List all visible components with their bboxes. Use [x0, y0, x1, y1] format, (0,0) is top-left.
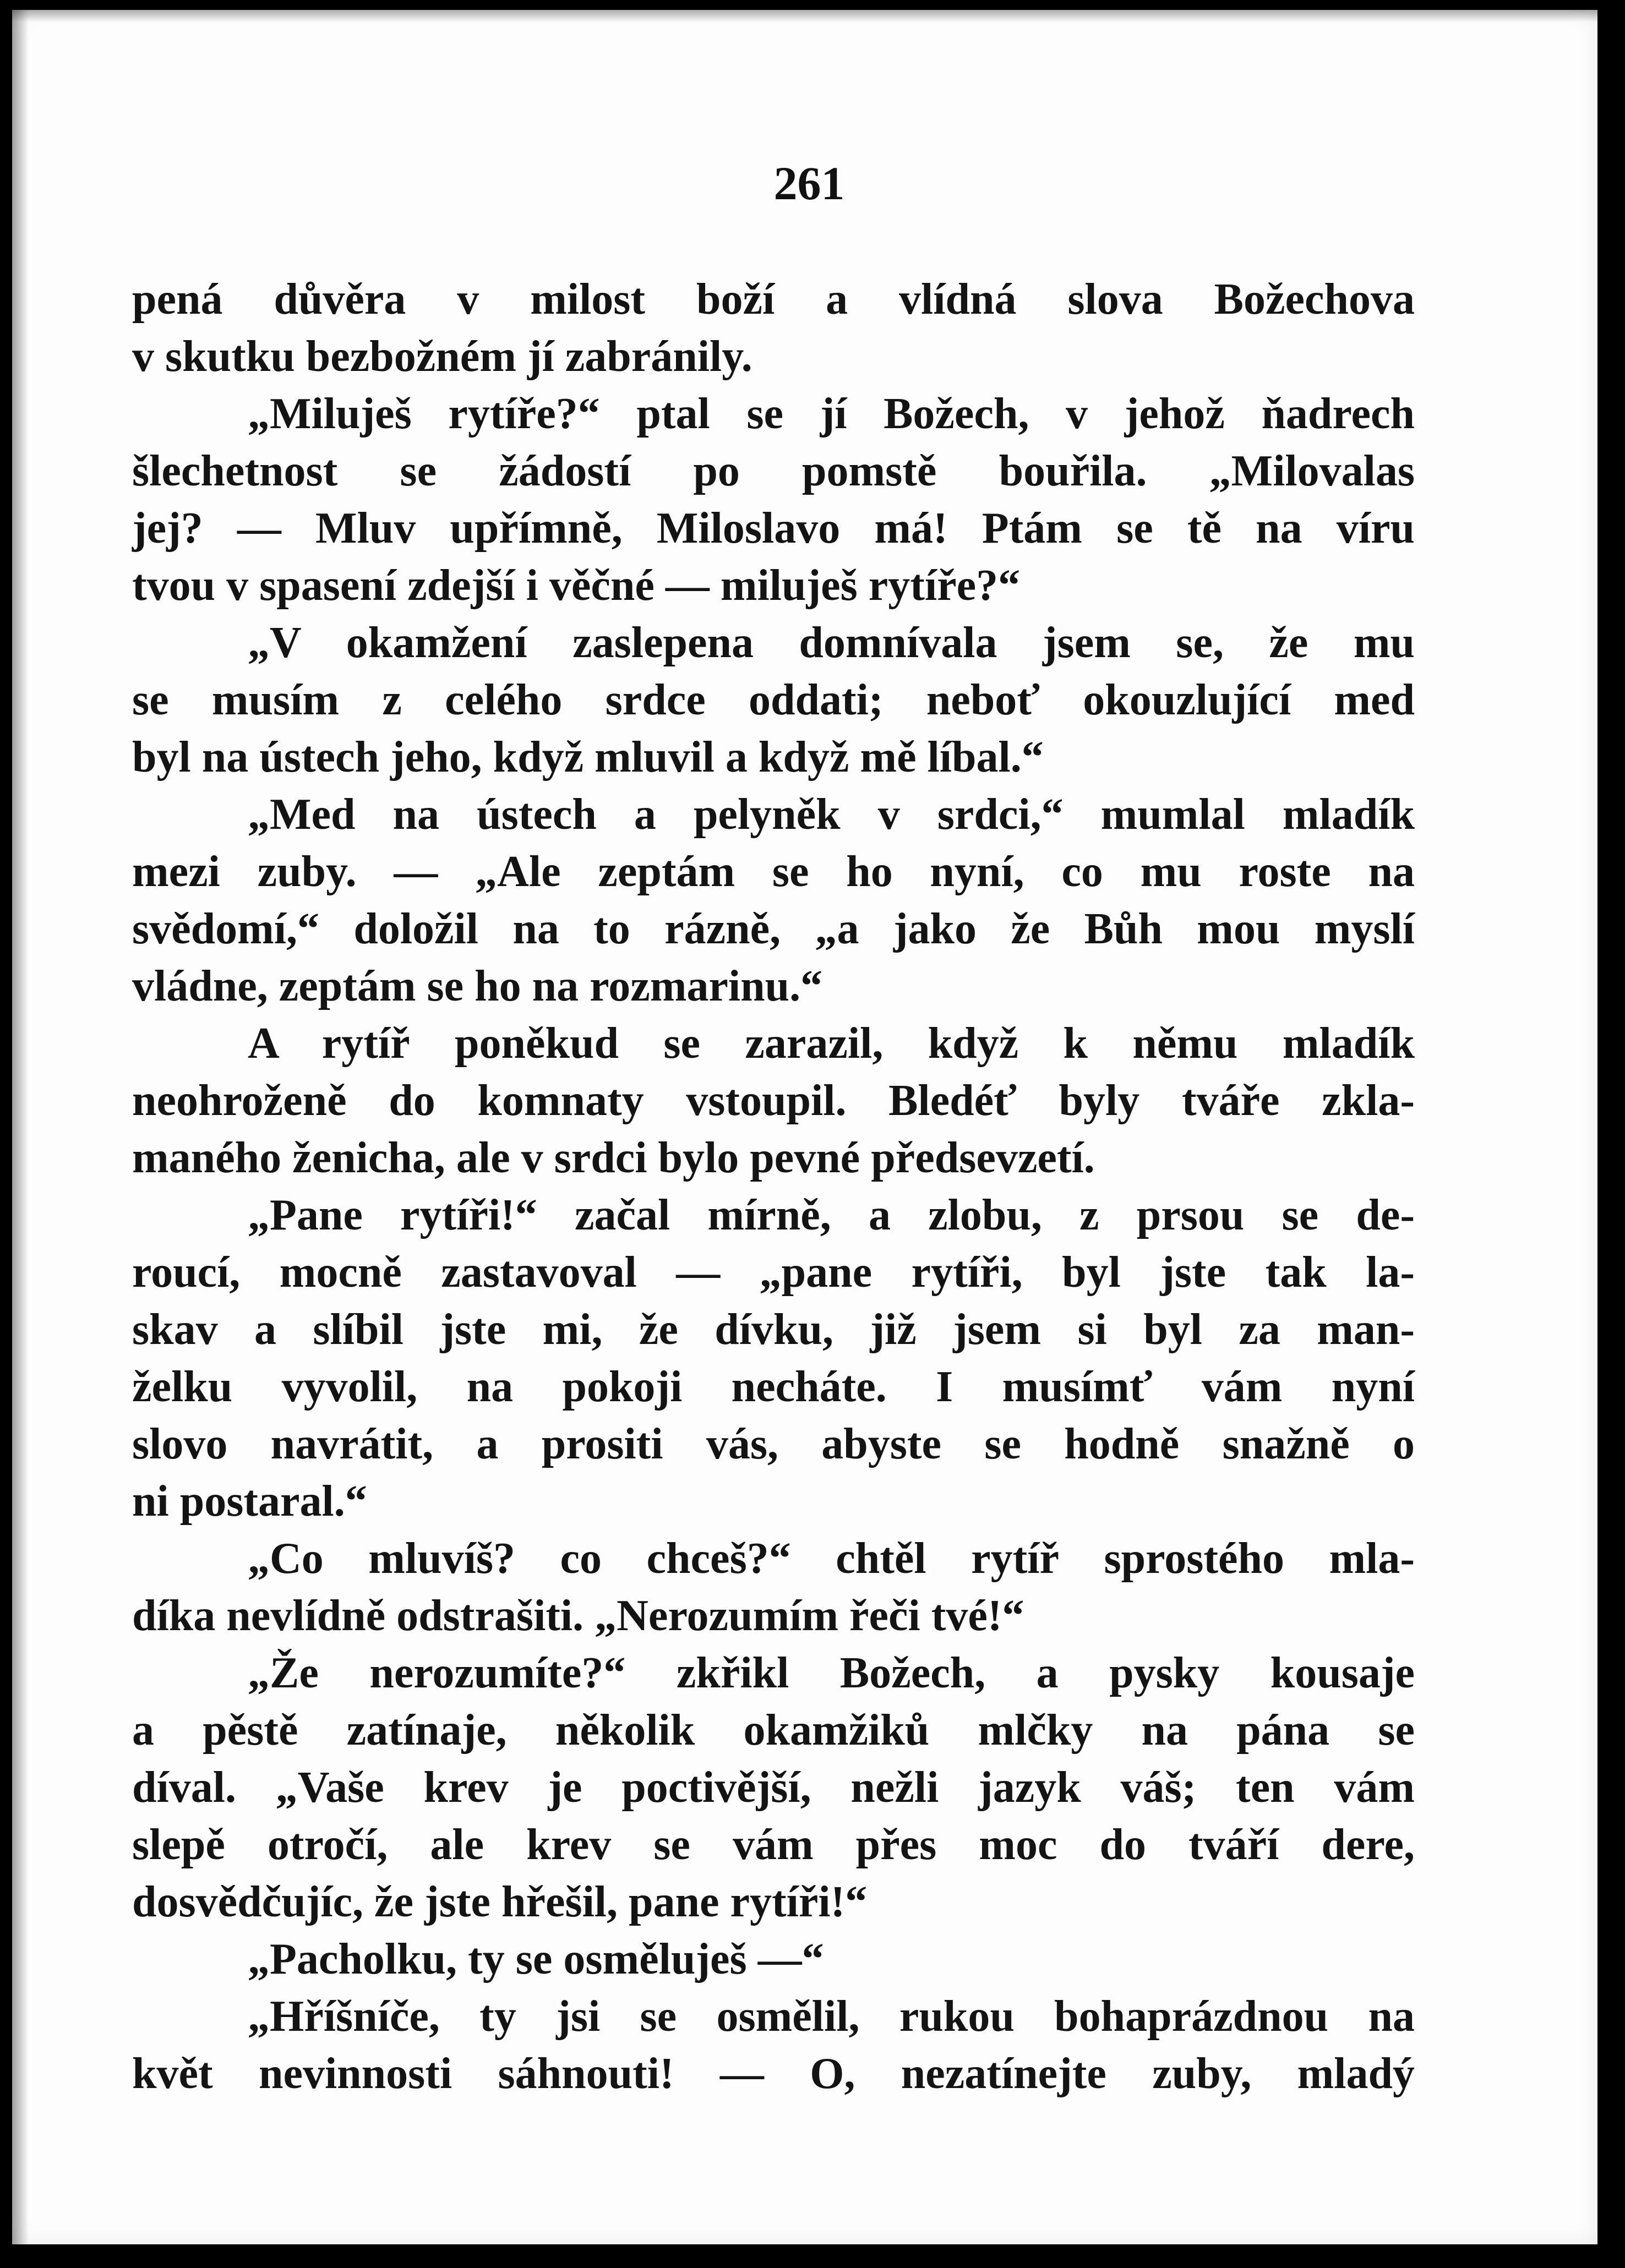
body-text: [132, 271, 1415, 2102]
page-number: 261: [773, 157, 845, 210]
text-line: „Že nerozumíte?“ zkřikl Božech, a pysky kousaje: [248, 1649, 1415, 1697]
text-line: svědomí,“ doložil na to rázně, „a jako že Bůh mou myslí: [132, 905, 1415, 953]
text-line: „V okamžení zaslepena domnívala jsem se, že mu: [248, 619, 1415, 667]
text-line: A rytíř poněkud se zarazil, když k němu mladík: [248, 1019, 1415, 1068]
text-line: květ nevinnosti sáhnouti! — O, nezatínejte zuby, mladý: [132, 2050, 1415, 2098]
text-line: tvou v spasení zdejší i věčné — miluješ rytíře?“: [132, 561, 1021, 610]
text-line: vládne, zeptám se ho na rozmarinu.“: [132, 962, 823, 1010]
text-line: „Miluješ rytíře?“ ptal se jí Božech, v jehož ňadrech: [248, 390, 1415, 438]
text-line: v skutku bezbožném jí zabránily.: [132, 332, 752, 381]
text-line: maného ženicha, ale v srdci bylo pevné předsevzetí.: [132, 1134, 1095, 1182]
page-top-shadow: [12, 10, 1597, 22]
page-left-shadow: [12, 10, 29, 2244]
text-line: neohroženě do komnaty vstoupil. Bledéť byly tváře zkla-: [132, 1076, 1415, 1125]
text-line: ni postaral.“: [132, 1477, 367, 1526]
text-line: slovo navrátit, a prositi vás, abyste se hodně snažně o: [132, 1420, 1415, 1468]
text-line: mezi zuby. — „Ale zeptám se ho nyní, co mu roste na: [132, 848, 1415, 896]
text-line: šlechetnost se žádostí po pomstě bouřila. „Milovalas: [132, 447, 1415, 495]
text-line: „Co mluvíš? co chceš?“ chtěl rytíř sprostého mla-: [248, 1534, 1415, 1583]
text-line: „Pacholku, ty se osměluješ —“: [248, 1935, 824, 1983]
text-line: „Pane rytíři!“ začal mírně, a zlobu, z prsou se de-: [248, 1191, 1415, 1239]
text-line: a pěstě zatínaje, několik okamžiků mlčky na pána se: [132, 1706, 1415, 1755]
text-line: díval. „Vaše krev je poctivější, nežli jazyk váš; ten vám: [132, 1763, 1415, 1812]
text-line: jej? — Mluv upřímně, Miloslavo má! Ptám se tě na víru: [132, 504, 1415, 553]
text-line: byl na ústech jeho, když mluvil a když mě líbal.“: [132, 733, 1044, 781]
text-line: se musím z celého srdce oddati; neboť okouzlující med: [132, 676, 1415, 724]
text-line: slepě otročí, ale krev se vám přes moc do tváří dere,: [132, 1821, 1415, 1869]
text-line: „Med na ústech a pelyněk v srdci,“ mumlal mladík: [248, 790, 1415, 839]
text-line: želku vyvolil, na pokoji necháte. I musímť vám nyní: [132, 1363, 1415, 1411]
text-line: dosvědčujíc, že jste hřešil, pane rytíři!“: [132, 1878, 868, 1926]
text-line: pená důvěra v milost boží a vlídná slova Božechova: [132, 275, 1415, 324]
text-line: „Hříšníče, ty jsi se osmělil, rukou bohaprázdnou na: [248, 1992, 1415, 2041]
text-line: roucí, mocně zastavoval — „pane rytíři, byl jste tak la-: [132, 1248, 1415, 1297]
text-line: díka nevlídně odstrašiti. „Nerozumím řeči tvé!“: [132, 1592, 1024, 1640]
text-line: skav a slíbil jste mi, že dívku, již jsem si byl za man-: [132, 1305, 1415, 1354]
